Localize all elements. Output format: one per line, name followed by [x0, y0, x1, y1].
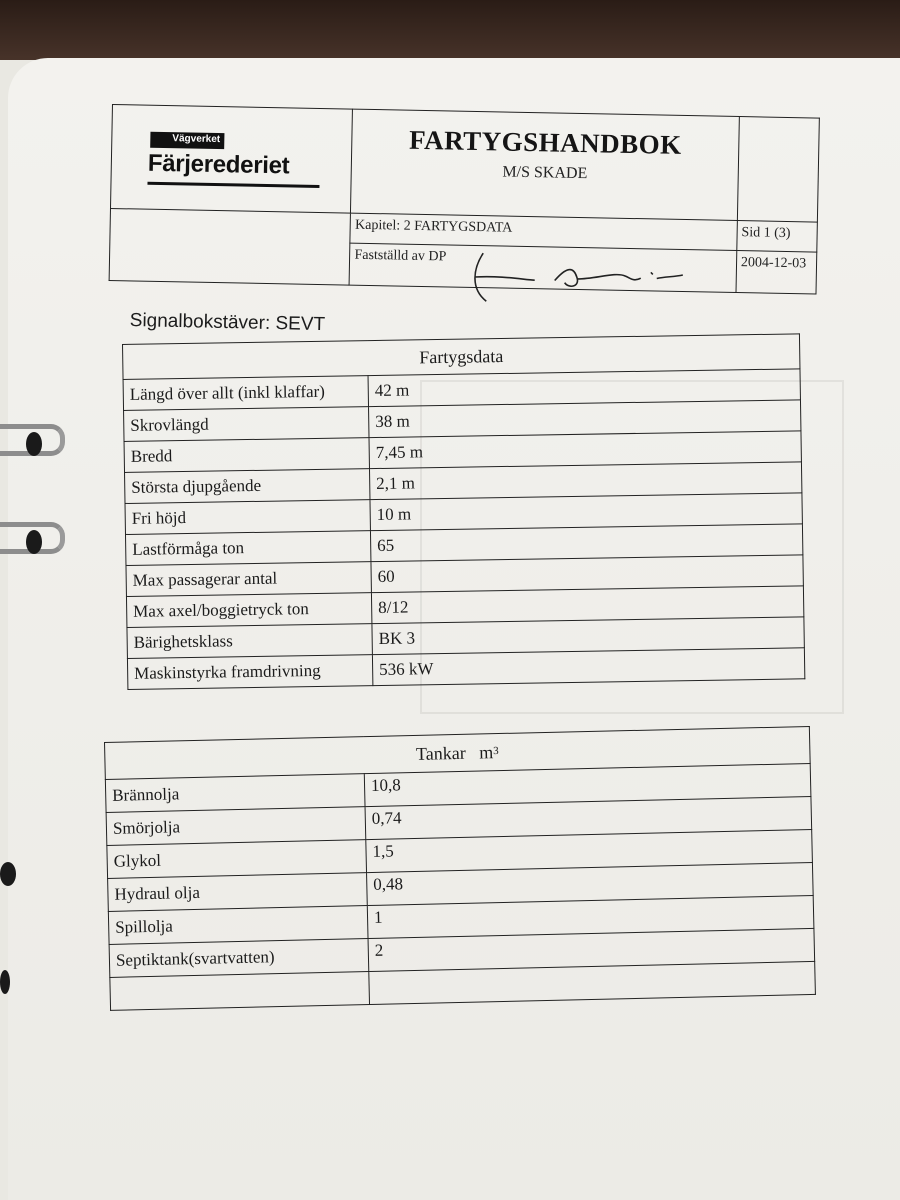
empty-cell [737, 117, 819, 223]
tanks-unit [479, 742, 499, 762]
date-field: 2004-12-03 [736, 251, 817, 295]
signal-letters: Signalbokstäver: SEVT [129, 310, 326, 336]
row-label: Glykol [107, 840, 367, 879]
title-cell [351, 109, 739, 220]
row-value: 38 m [369, 400, 801, 438]
handwritten-signature [464, 249, 695, 313]
row-label [110, 972, 370, 1011]
tanks-table [104, 726, 816, 1011]
row-label: Max passagerar antal [126, 562, 371, 597]
unit-exponent: 3 [493, 744, 499, 757]
document-title: FARTYGSHANDBOK [408, 124, 683, 160]
punch-hole [0, 862, 16, 886]
row-value: 10,8 [364, 763, 811, 806]
row-label: Max axel/boggietryck ton [126, 593, 371, 628]
punch-hole [0, 970, 10, 994]
unit-base: m [478, 741, 494, 762]
page-number: Sid 1 (3) [737, 221, 818, 253]
blank-logo-cell [109, 208, 351, 285]
row-value: 1,5 [366, 829, 813, 872]
row-label: Spillolja [108, 906, 368, 945]
row-value: 0,48 [367, 862, 814, 905]
row-label: Maskinstyrka framdrivning [127, 655, 372, 690]
tanks-heading-text: Tankar [415, 742, 466, 764]
logo: Färjerederiet [147, 149, 290, 180]
row-label: Smörjolja [106, 807, 366, 846]
logo-small-text: Vägverket [150, 132, 224, 149]
row-value: 7,45 m [369, 431, 801, 469]
row-label: Bredd [124, 438, 369, 473]
chapter-label: Kapitel: 2 FARTYGSDATA [350, 213, 737, 250]
row-label: Septiktank(svartvatten) [109, 939, 369, 978]
row-value: 2 [368, 928, 815, 971]
row-label: Fri höjd [125, 500, 370, 535]
row-value: 2,1 m [369, 462, 801, 500]
row-label: Lastförmåga ton [125, 531, 370, 566]
row-label: Största djupgående [125, 469, 370, 504]
row-label: Brännolja [105, 774, 365, 813]
row-label: Skrovlängd [124, 407, 369, 442]
logo-underline [147, 182, 319, 188]
logo-cell [110, 105, 352, 214]
row-label: Bärighetsklass [127, 624, 372, 659]
approved-by: Fastställd av DP [349, 243, 736, 292]
row-value: 0,74 [365, 796, 812, 839]
row-value: 60 [371, 555, 803, 593]
row-value: 1 [367, 895, 814, 938]
punch-hole [26, 530, 42, 554]
document-header [109, 104, 820, 294]
row-value: 42 m [368, 369, 800, 407]
punch-hole [26, 432, 42, 456]
row-value: 65 [370, 524, 802, 562]
document-subtitle: M/S SKADE [502, 163, 588, 183]
vessel-data-table [122, 333, 805, 690]
vessel-data-heading: Fartygsdata [123, 334, 800, 380]
row-value: 536 kW [372, 648, 804, 686]
row-label: Hydraul olja [108, 873, 368, 912]
row-label: Längd över allt (inkl klaffar) [123, 376, 368, 411]
row-value: BK 3 [372, 617, 804, 655]
row-value: 8/12 [371, 586, 803, 624]
row-value: 10 m [370, 493, 802, 531]
